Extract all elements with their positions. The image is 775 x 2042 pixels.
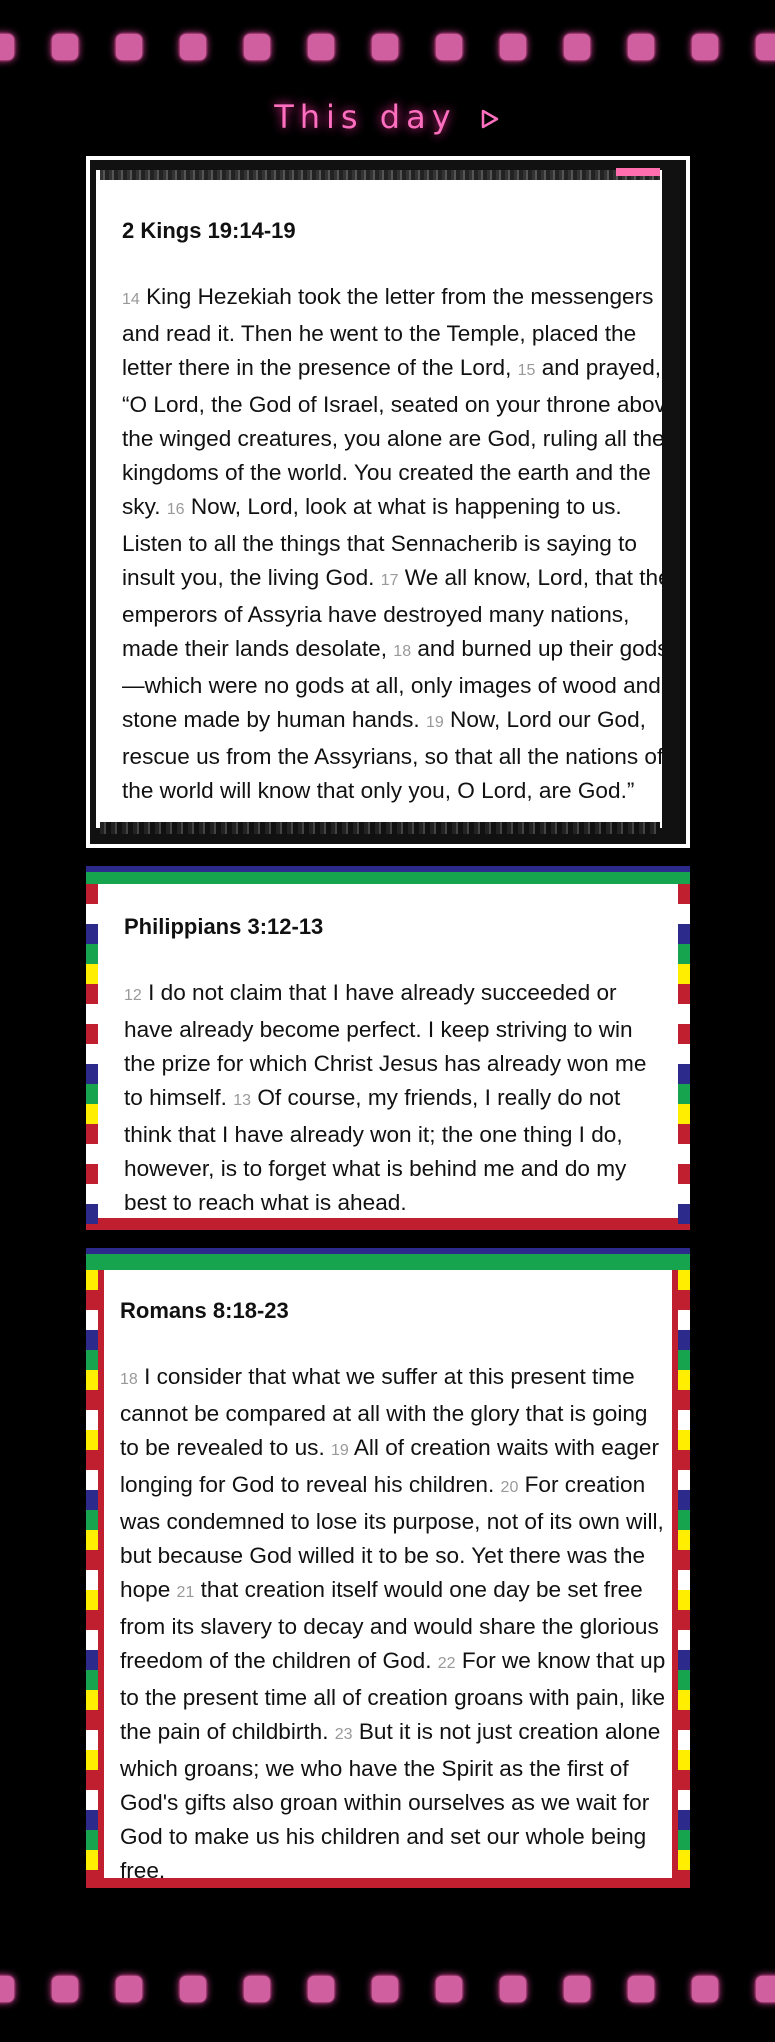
- verse-text: For we know that up to the present time all of creation groans with pain, like the pain of childbirth.: [120, 1648, 666, 1744]
- color-stripe-segment: [86, 1164, 98, 1184]
- reading-card-2: [86, 866, 690, 1230]
- color-stripe-segment: [678, 1410, 690, 1430]
- color-stripe-segment: [86, 984, 98, 1004]
- film-hole: [436, 1976, 462, 2002]
- color-stripe-segment: [678, 1084, 690, 1104]
- color-stripe-segment: [678, 1330, 690, 1350]
- color-stripe-segment: [678, 1104, 690, 1124]
- color-stripe-segment: [678, 1570, 690, 1590]
- film-strip-bottom: [0, 1976, 775, 2002]
- verse-number: 15: [517, 362, 536, 379]
- color-stripe-segment: [678, 1270, 690, 1290]
- frame-accent: [616, 168, 660, 176]
- color-stripe-segment: [86, 1650, 98, 1670]
- reading-reference: Philippians 3:12-13: [124, 914, 324, 939]
- color-stripe-segment: [678, 1490, 690, 1510]
- verse-text: and burned up their gods—which were no gods at all, only images of wood and stone made by human hands.: [122, 636, 669, 732]
- color-stripe-segment: [86, 1064, 98, 1084]
- color-stripe-segment: [86, 1204, 98, 1224]
- verse-number: 18: [120, 1371, 138, 1388]
- color-stripe-segment: [86, 904, 98, 924]
- color-bar: [86, 1254, 690, 1270]
- color-stripe-segment: [678, 1610, 690, 1630]
- color-stripe-segment: [86, 1290, 98, 1310]
- color-stripe-segment: [678, 984, 690, 1004]
- color-stripe-segment: [678, 1124, 690, 1144]
- film-hole: [244, 1976, 270, 2002]
- color-stripe-segment: [678, 1390, 690, 1410]
- verse-text: But it is not just creation alone which groans; we who have the Spirit as the first of God's gifts also groan within ourselves as we wait for God to make us his children and set our whole being free.: [120, 1719, 661, 1883]
- color-stripe-segment: [86, 1530, 98, 1550]
- reading-card-body: [96, 170, 679, 828]
- color-stripe-segment: [86, 1044, 98, 1064]
- film-hole: [372, 34, 398, 60]
- color-stripe-segment: [86, 1430, 98, 1450]
- color-stripe-segment: [678, 1430, 690, 1450]
- color-stripe-segment: [86, 1390, 98, 1410]
- verse-text: We all know, Lord, that the emperors of Assyria have destroyed many nations, made their lands desolate,: [122, 565, 671, 661]
- color-stripe-segment: [86, 1144, 98, 1164]
- color-stripe-segment: [86, 1184, 98, 1204]
- reading-reference: Romans 8:18-23: [120, 1298, 289, 1323]
- color-stripe-segment: [678, 964, 690, 984]
- film-hole: [564, 34, 590, 60]
- color-stripe-segment: [678, 1690, 690, 1710]
- film-hole: [180, 34, 206, 60]
- film-hole: [0, 1976, 14, 2002]
- color-stripe-segment: [86, 1490, 98, 1510]
- film-hole: [372, 1976, 398, 2002]
- color-stripes-right: [678, 1270, 690, 1870]
- reading-card-body: [98, 884, 678, 1218]
- color-stripe-segment: [86, 1750, 98, 1770]
- color-stripe-segment: [86, 1610, 98, 1630]
- color-stripe-segment: [86, 1004, 98, 1024]
- reading-reference: 2 Kings 19:14-19: [122, 218, 296, 243]
- verse-number: 18: [393, 643, 412, 660]
- film-hole: [308, 34, 334, 60]
- color-stripe-segment: [86, 1470, 98, 1490]
- verse-text: I do not claim that I have already succeeded or have already become perfect. I keep striving to win the prize for which Christ Jesus has already won me to himself.: [124, 980, 647, 1110]
- verse-number: 20: [500, 1479, 519, 1496]
- color-stripe-segment: [86, 1690, 98, 1710]
- color-stripe-segment: [678, 1470, 690, 1490]
- color-stripe-segment: [86, 1084, 98, 1104]
- frame-texture-top: [100, 170, 660, 180]
- color-stripe-segment: [86, 1550, 98, 1570]
- verse-text: Now, Lord our God, rescue us from the Assyrians, so that all the nations of the world will know that only you, O Lord, are God.”: [122, 707, 664, 803]
- color-stripe-segment: [86, 1510, 98, 1530]
- color-stripe-segment: [678, 1004, 690, 1024]
- color-stripe-segment: [86, 1710, 98, 1730]
- color-stripe-segment: [678, 1184, 690, 1204]
- color-stripe-segment: [86, 1270, 98, 1290]
- color-stripe-segment: [86, 944, 98, 964]
- color-stripe-segment: [86, 1770, 98, 1790]
- verse-number: 22: [437, 1655, 456, 1672]
- color-stripe-segment: [678, 1024, 690, 1044]
- color-stripe-segment: [678, 1450, 690, 1470]
- color-stripe-segment: [678, 884, 690, 904]
- color-stripe-segment: [86, 1350, 98, 1370]
- verse-text: I consider that what we suffer at this present time cannot be compared at all with the glory that is going to be revealed to us.: [120, 1364, 648, 1460]
- color-stripe-segment: [86, 1850, 98, 1870]
- verse-number: 14: [122, 291, 140, 308]
- color-stripe-segment: [86, 884, 98, 904]
- color-stripe-segment: [678, 1290, 690, 1310]
- color-stripe-segment: [678, 1810, 690, 1830]
- color-stripe-segment: [678, 1630, 690, 1650]
- film-hole: [52, 1976, 78, 2002]
- color-stripe-segment: [678, 1730, 690, 1750]
- color-stripe-segment: [86, 1790, 98, 1810]
- color-stripe-segment: [678, 1710, 690, 1730]
- film-hole: [692, 34, 718, 60]
- color-stripe-segment: [678, 1850, 690, 1870]
- film-hole: [564, 1976, 590, 2002]
- play-arrow-icon: [479, 108, 501, 130]
- color-stripe-segment: [678, 1830, 690, 1850]
- verse-number: 19: [425, 714, 444, 731]
- verse-number: 13: [233, 1092, 252, 1109]
- verse-text: For creation was condemned to lose its purpose, not of its own will, but because God willed it to be so. Yet there was the hope: [120, 1472, 664, 1602]
- film-hole: [116, 34, 142, 60]
- page-title[interactable]: [0, 98, 775, 136]
- film-hole: [308, 1976, 334, 2002]
- color-stripe-segment: [678, 1590, 690, 1610]
- color-stripe-segment: [86, 1330, 98, 1350]
- color-stripe-segment: [86, 1630, 98, 1650]
- color-stripe-segment: [678, 1144, 690, 1164]
- film-hole: [0, 34, 14, 60]
- verse-number: 21: [176, 1584, 195, 1601]
- color-stripe-segment: [86, 1830, 98, 1850]
- frame-texture-bottom: [100, 822, 660, 834]
- color-stripe-segment: [678, 1164, 690, 1184]
- color-stripe-segment: [678, 1670, 690, 1690]
- color-stripe-segment: [86, 1124, 98, 1144]
- color-stripe-segment: [678, 1510, 690, 1530]
- film-hole: [116, 1976, 142, 2002]
- verse-text: All of creation waits with eager longing for God to reveal his children.: [120, 1435, 660, 1497]
- reading-card-1: [86, 156, 690, 848]
- color-stripe-segment: [678, 904, 690, 924]
- film-hole: [500, 1976, 526, 2002]
- reading-passage: [120, 1360, 666, 1888]
- film-hole: [628, 1976, 654, 2002]
- color-stripe-segment: [678, 1370, 690, 1390]
- color-stripe-segment: [678, 1530, 690, 1550]
- color-stripe-segment: [86, 1104, 98, 1124]
- verse-number: 23: [334, 1726, 353, 1743]
- color-stripe-segment: [678, 944, 690, 964]
- film-strip-top: [0, 34, 775, 60]
- color-stripe-segment: [678, 1770, 690, 1790]
- color-stripes-left: [86, 884, 98, 1224]
- color-stripe-segment: [678, 1790, 690, 1810]
- film-hole: [180, 1976, 206, 2002]
- color-stripe-segment: [678, 1350, 690, 1370]
- reading-card-body: [104, 1270, 672, 1883]
- verse-text: Of course, my friends, I really do not think that I have already won it; the one thing I do, however, is to forget what is behind me and do my best to reach what is ahead.: [124, 1085, 627, 1215]
- color-bar: [86, 872, 690, 884]
- color-stripe-segment: [86, 1024, 98, 1044]
- color-stripe-segment: [86, 1570, 98, 1590]
- color-stripe-segment: [86, 964, 98, 984]
- color-stripe-segment: [678, 1310, 690, 1330]
- film-hole: [436, 34, 462, 60]
- color-stripe-segment: [86, 1810, 98, 1830]
- color-stripe-segment: [86, 1450, 98, 1470]
- film-hole: [500, 34, 526, 60]
- color-stripe-segment: [86, 1410, 98, 1430]
- film-hole: [692, 1976, 718, 2002]
- verse-text: King Hezekiah took the letter from the messengers and read it. Then he went to the Temple, placed the letter there in the presence of the Lord,: [122, 284, 654, 380]
- color-stripe-segment: [678, 924, 690, 944]
- color-stripe-segment: [678, 1650, 690, 1670]
- color-stripe-segment: [678, 1750, 690, 1770]
- color-stripes-right: [678, 884, 690, 1224]
- color-stripe-segment: [86, 1670, 98, 1690]
- color-stripe-segment: [86, 924, 98, 944]
- color-stripe-segment: [86, 1370, 98, 1390]
- film-hole: [52, 34, 78, 60]
- verse-text: that creation itself would one day be set free from its slavery to decay and would share the glorious freedom of the children of God.: [120, 1577, 659, 1673]
- color-stripe-segment: [86, 1730, 98, 1750]
- color-stripe-segment: [86, 1590, 98, 1610]
- verse-text: Now, Lord, look at what is happening to us. Listen to all the things that Sennacherib is saying to insult you, the living God.: [122, 494, 637, 590]
- verse-text: and prayed, “O Lord, the God of Israel, seated on your throne above the winged creatures, you alone are God, ruling all the kingdoms of the world. You created the earth and the sky.: [122, 355, 679, 519]
- reading-passage: [124, 976, 664, 1220]
- film-hole: [756, 34, 775, 60]
- film-hole: [628, 34, 654, 60]
- reading-card-3: [86, 1248, 690, 1888]
- color-stripe-segment: [86, 1310, 98, 1330]
- film-hole: [756, 1976, 775, 2002]
- color-stripe-segment: [678, 1064, 690, 1084]
- verse-number: 12: [124, 987, 142, 1004]
- color-stripe-segment: [678, 1550, 690, 1570]
- verse-number: 19: [331, 1442, 349, 1459]
- reading-passage: [122, 280, 682, 808]
- page-title-text: This day: [274, 98, 457, 136]
- color-stripe-segment: [678, 1044, 690, 1064]
- color-stripe-segment: [678, 1204, 690, 1224]
- verse-number: 16: [166, 501, 185, 518]
- color-stripes-left: [86, 1270, 98, 1870]
- verse-number: 17: [380, 572, 399, 589]
- film-hole: [244, 34, 270, 60]
